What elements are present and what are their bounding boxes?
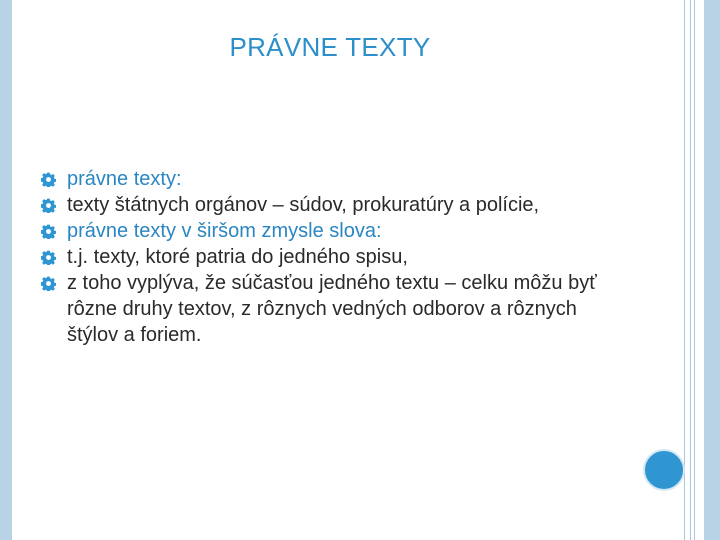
left-decorative-band	[0, 0, 12, 540]
right-decorative-rule	[694, 0, 695, 540]
gear-icon	[41, 224, 56, 239]
bullet-item	[41, 166, 631, 192]
bullet-item	[41, 244, 631, 270]
right-decorative-rule	[690, 0, 691, 540]
slide-title: PRÁVNE TEXTY	[229, 32, 431, 62]
bullet-item	[41, 270, 631, 348]
bullet-text: t.j. texty, ktoré patria do jedného spisu,	[67, 246, 408, 268]
gear-icon	[41, 276, 56, 291]
bullet-text: právne texty v širšom zmysle slova:	[67, 220, 382, 242]
bullet-text: z toho vyplýva, že súčasťou jedného textu – celku môžu byť rôzne druhy textov, z rôznych vedných odborov a rôznych štýlov a foriem.	[67, 272, 597, 346]
gear-icon	[41, 172, 56, 187]
right-decorative-band	[704, 0, 720, 540]
gear-icon	[41, 250, 56, 265]
bullet-item	[41, 218, 631, 244]
bullet-text: právne texty:	[67, 168, 182, 190]
bullet-item	[41, 192, 631, 218]
bullet-text: texty štátnych orgánov – súdov, prokuratúry a polície,	[67, 194, 540, 216]
right-decorative-rule	[684, 0, 685, 540]
decorative-circle	[643, 449, 685, 491]
bullet-list	[41, 166, 631, 348]
gear-icon	[41, 198, 56, 213]
